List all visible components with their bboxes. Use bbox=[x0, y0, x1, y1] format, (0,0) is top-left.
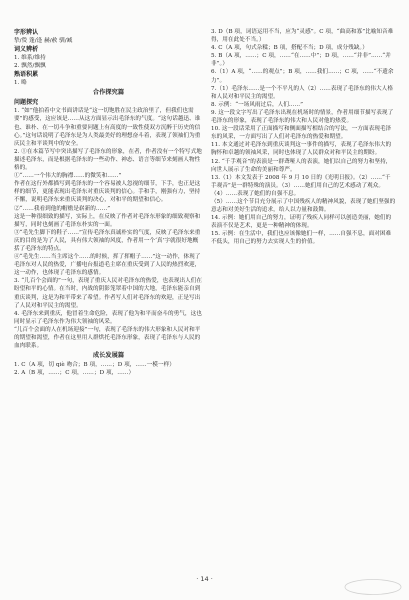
text-paragraph: ④“毛先生……当主席这个……的时候，挥了挥帽子……”这一动作，体现了毛泽东对人民的热爱，广播电台报道毛主席在重庆受到了人民的热烈欢迎，这一动作，也体现了毛泽东的感情。 bbox=[14, 254, 201, 277]
text-paragraph: 4. 毛泽东来到重庆，他冒着生命危险，表现了他为和平而奋斗的勇气，这也同时显示了毛泽东作为伟大领袖的风采。 bbox=[14, 310, 202, 325]
watermark-stamp bbox=[343, 578, 403, 596]
text-paragraph: 1. “如”他拍着中文书面讲话是“这一切饱胜在民主政治里了，但我们也需要”的感受，这应该是……从这方面显示出毛泽东的气度。“这句话越迅、谁也、谁朴、在一切斗争和重要问题上有高度的一致性使双方沉醉于历史的信心。”这句话说明了毛泽东是为人类最美好的理想奋斗着，表现了领袖们为重庆民主和平谈判中的安全。 bbox=[14, 108, 201, 147]
text-paragraph: 5. B（A 项，……；C 项，……“在……中”；D 项，……“并非”……“并非”。） bbox=[211, 53, 391, 68]
text-paragraph: 13.（1）本文发表于 2008 年 9 月 10 日的《光明日报》。（2）……“千手观音”是一群特殊的演员。（3）……她们用自己的艺术感动了观众。（4）……表现了她们的自强不息。 bbox=[211, 174, 391, 197]
left-column bbox=[14, 28, 203, 377]
text-paragraph: 挚/贽 蓬/逢 赫/赦 驯/臧 bbox=[14, 38, 73, 44]
text-paragraph: 1. 维系/维持 bbox=[14, 55, 46, 62]
text-paragraph: 9. 这一段文字写出了毛泽东出现在机场时的情景，作者用细节描写表现了毛泽东的形象，表现了毛泽东的伟大和人民对他的热爱。 bbox=[211, 109, 394, 125]
page-number: · 14 · bbox=[196, 575, 213, 583]
text-paragraph: 14. 示例：她们用自己的努力，证明了残疾人同样可以创造美丽，她们的表演不仅是艺术，更是一种精神的体现。 bbox=[211, 215, 392, 230]
section-heading: 熟语积累 bbox=[14, 71, 39, 79]
text-paragraph: 3. “儿百个会面的”一句，表现了重庆人民对毛泽东的热爱，也表现出人们在盼望和平的心情。在当时，内战的阴影笼罩着中国的大地，毛泽东能亲自到重庆谈判，这是为和平带来了希望。作者写人们对毛泽东的欢迎，正是写出了人民对和平民主的渴望。 bbox=[14, 278, 203, 309]
text-paragraph: 3. D（B 项，词语运用不当，应为“灵感”。C 项，“曲高和寡”比喻知音难得，用在此处不当。） bbox=[211, 29, 394, 44]
text-paragraph: 2. 飘然/飘飘 bbox=[14, 63, 46, 70]
section-title: 成长发展篇 bbox=[92, 352, 125, 360]
section-heading: 词义辨析 bbox=[14, 46, 39, 54]
text-paragraph: “儿百个会面的人在机场迎接”一句，表现了毛泽东的伟大形象和人民对和平的期望和渴望，作者在这里用人群烘托毛泽东形象，表现了毛泽东与人民的血肉联系。 bbox=[14, 326, 201, 350]
section-heading: 字形辨认 bbox=[14, 29, 39, 36]
text-paragraph: ②“……我看到他的帽檐是崭新的……” bbox=[14, 205, 111, 212]
text-paragraph: ③“毛先生脚下的鞋子……”宣传毛泽东真诚朴实的气度，反映了毛泽东来重庆的目的是为了人民，具有伟大领袖的风度，作者用一个‘真’字就很好地概括了毛泽东的特点。 bbox=[14, 229, 201, 252]
text-paragraph: 10. 这一段话采用了正面描写和侧面描写相结合的写法，一方面表现毛泽东的风采，一方面写出了人们对毛泽东的热爱和期望。 bbox=[211, 126, 392, 141]
text-paragraph: 1. C（A 项，切 qiè 吻合；B 项，……；D 项，……一模一样） bbox=[14, 362, 175, 369]
text-paragraph: 8. 示例：“一场风雨过后，人们……” bbox=[211, 101, 304, 108]
text-paragraph: 12. “千手观音”的表演是一群聋哑人的表演，她们以自己的努力和坚持，向世人展示了生命的美丽和尊严。 bbox=[211, 158, 392, 173]
text-paragraph: 15. 示例：在生活中，我们也应该像她们一样，……自强不息，面对困难不低头，用自己的努力去实现人生的价值。 bbox=[211, 231, 392, 246]
section-heading: 问题探究 bbox=[14, 99, 39, 107]
text-paragraph: 作者在这行外都描写到毛泽东的一个容易被人忽视的细节，下手，也正是这样的细节，更能表现出毛泽东对重庆谈判的信心。手和手，刚强有力，坚持不懈，说明毛泽东来重庆谈判的决心，对和平的期望和信心。 bbox=[14, 181, 201, 204]
section-title: 合作探究篇 bbox=[92, 89, 125, 97]
text-paragraph: 7.（1）毛泽东……是一个不平凡的人（2）……表现了毛泽东的伟大人格和人民对和平民主的渴望。 bbox=[211, 85, 393, 100]
text-paragraph: 6.（1）A 项，“……的观点”；B 项，……我们……；C 项，……“不遗余力”。 bbox=[211, 69, 394, 84]
text-paragraph: （5）……这个节目充分展示了中国残疾人的精神风貌，表现了她们坚强的意志和对美好生活的追求，给人以力量和鼓舞。 bbox=[211, 198, 396, 214]
text-paragraph: 这是一种很细致的描写，实际上，在反映了作者对毛泽东形象的细致观察和描写，同时也刻画了毛泽东朴实的一面。 bbox=[14, 213, 201, 228]
text-paragraph: ①“……一个伟大的胸襟……的微笑和……” bbox=[14, 173, 122, 180]
text-paragraph: 4. C（A 项，句式杂糅；B 项，搭配不当；D 项，成分残缺。） bbox=[211, 45, 368, 52]
text-paragraph: 1. 略 bbox=[14, 80, 27, 87]
text-paragraph: 11. 本文通过对毛泽东到重庆谈判这一事件的描写，表现了毛泽东伟大的胸怀和卓越的领袖风采，同时也体现了人民群众对和平民主的期盼。 bbox=[211, 142, 392, 157]
text-paragraph: 2. A（B 项，……；C 项，……；D 项，……） bbox=[14, 370, 135, 377]
text-paragraph: 2. ①在本篇节写中突出描写了毛泽东的形象，在者，作者没有一个特写式地描述毛泽东，而是根据毛泽东的一些动作、神态、语言等细节来刻画人物性格的。 bbox=[14, 148, 202, 172]
right-column bbox=[211, 28, 396, 247]
